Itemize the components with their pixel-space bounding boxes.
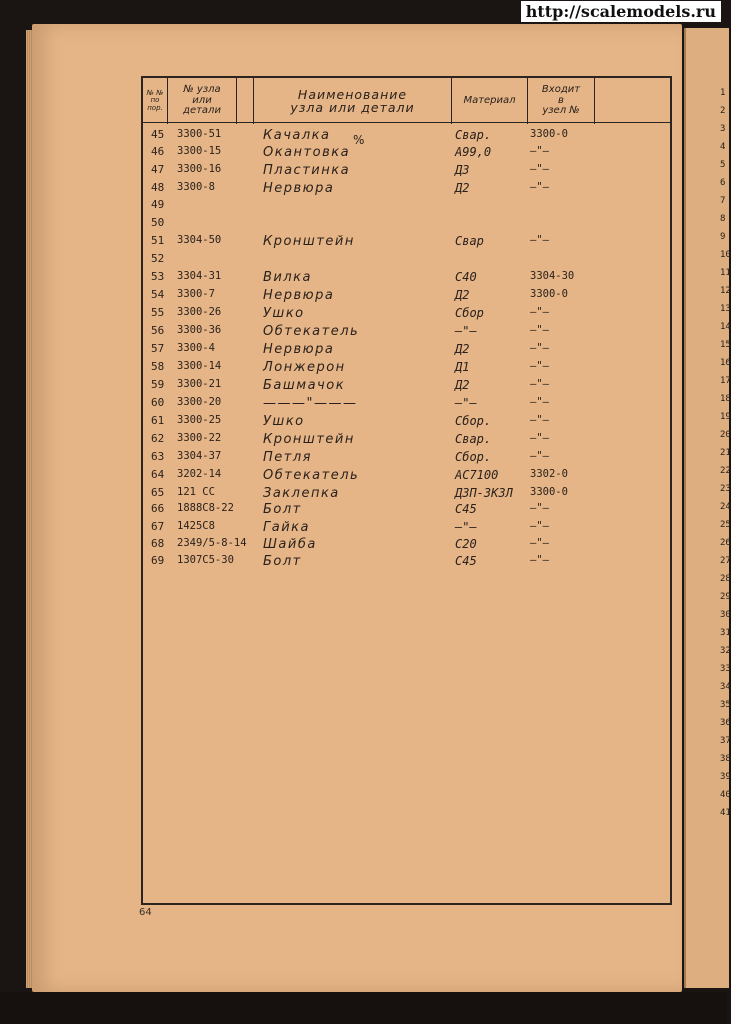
part-name: Нервюра <box>263 181 335 196</box>
bottom-shadow <box>0 992 727 1024</box>
next-page-fragment: 15 <box>720 340 731 350</box>
next-page-fragment: 32 <box>720 646 731 656</box>
table-row <box>143 198 670 214</box>
table-row <box>143 450 670 466</box>
part-number: 3300-8 <box>177 181 215 193</box>
assembly-number: —"— <box>530 502 549 514</box>
next-page-fragment: 17 <box>720 376 731 386</box>
assembly-number: 3300-0 <box>530 128 568 140</box>
next-page-fragment: 33 <box>720 664 731 674</box>
part-number: 3300-16 <box>177 163 222 175</box>
material: С40 <box>455 270 477 284</box>
header-part-number: № узла или детали <box>183 84 221 117</box>
assembly-number: 3300-0 <box>530 486 568 498</box>
next-page-fragment: 23 <box>720 484 731 494</box>
row-number: 50 <box>151 216 165 229</box>
table-row <box>143 342 670 358</box>
part-name: Гайка <box>263 520 310 535</box>
part-name: Кронштейн <box>263 234 355 249</box>
row-number: 63 <box>151 450 165 463</box>
part-name: Заклепка <box>263 486 340 501</box>
parts-table <box>141 76 672 905</box>
table-row <box>143 486 670 502</box>
table-row <box>143 432 670 448</box>
row-number: 54 <box>151 288 165 301</box>
table-row <box>143 360 670 376</box>
assembly-number: —"— <box>530 324 549 336</box>
part-number: 3300-14 <box>177 360 222 372</box>
material: —"— <box>455 520 477 534</box>
next-page-fragment: 7 <box>720 196 726 206</box>
table-row <box>143 234 670 250</box>
table-row <box>143 554 670 570</box>
next-page-fragment: 18 <box>720 394 731 404</box>
next-page-fragment: 37 <box>720 736 731 746</box>
part-name: Петля <box>263 450 312 465</box>
part-number: 3300-21 <box>177 378 222 390</box>
table-row <box>143 324 670 340</box>
next-page-fragment: 12 <box>720 286 731 296</box>
row-number: 49 <box>151 198 165 211</box>
table-row <box>143 252 670 268</box>
material: Д2 <box>455 342 470 356</box>
part-number: 3304-50 <box>177 234 222 246</box>
material: Д1 <box>455 360 470 374</box>
table-row <box>143 270 670 286</box>
part-name: Болт <box>263 554 302 569</box>
material: Д2 <box>455 378 470 392</box>
material: Д3П-3К3Л <box>455 486 513 500</box>
row-number: 65 <box>151 486 165 499</box>
next-page-fragment: 16 <box>720 358 731 368</box>
assembly-number: —"— <box>530 537 549 549</box>
row-number: 47 <box>151 163 165 176</box>
part-name: ———"——— <box>263 396 358 411</box>
row-number: 56 <box>151 324 165 337</box>
assembly-number: —"— <box>530 378 549 390</box>
header-material: Материал <box>463 94 516 106</box>
part-name: Пластинка <box>263 163 351 178</box>
material: Свар. <box>455 128 492 142</box>
row-number: 64 <box>151 468 165 481</box>
row-number: 55 <box>151 306 165 319</box>
assembly-number: —"— <box>530 342 549 354</box>
material: Д2 <box>455 181 470 195</box>
next-page-fragment: 31 <box>720 628 731 638</box>
table-row <box>143 502 670 518</box>
next-page-fragment: 36 <box>720 718 731 728</box>
assembly-number: 3302-0 <box>530 468 568 480</box>
header-bottom-line <box>143 122 670 123</box>
row-number: 58 <box>151 360 165 373</box>
part-number: 3300-25 <box>177 414 222 426</box>
part-name: Ушко <box>263 414 305 429</box>
table-row <box>143 128 670 144</box>
part-number: 3300-26 <box>177 306 222 318</box>
assembly-number: —"— <box>530 554 549 566</box>
part-number: 2349/5-8-14 <box>177 537 247 549</box>
next-page-fragment: 21 <box>720 448 731 458</box>
assembly-number: —"— <box>530 181 549 193</box>
next-page-fragment: 38 <box>720 754 731 764</box>
next-page-fragment: 4 <box>720 142 726 152</box>
next-page-fragment: 26 <box>720 538 731 548</box>
part-name: Болт <box>263 502 302 517</box>
part-name: Нервюра <box>263 342 335 357</box>
assembly-number: —"— <box>530 396 549 408</box>
assembly-number: —"— <box>530 432 549 444</box>
next-page-fragment: 39 <box>720 772 731 782</box>
row-number: 48 <box>151 181 165 194</box>
header-assembly: Входит в узел № <box>541 84 581 117</box>
assembly-number: —"— <box>530 163 549 175</box>
next-page-fragment: 25 <box>720 520 731 530</box>
row-number: 57 <box>151 342 165 355</box>
table-row <box>143 181 670 197</box>
header-name: Наименование узла или детали <box>290 86 415 115</box>
material: Свар. <box>455 432 492 446</box>
part-number: 3300-20 <box>177 396 222 408</box>
part-name: Вилка <box>263 270 312 285</box>
part-number: 3300-15 <box>177 145 222 157</box>
row-number: 62 <box>151 432 165 445</box>
row-number: 67 <box>151 520 165 533</box>
next-page-fragment: 22 <box>720 466 731 476</box>
next-page-fragment: 40 <box>720 790 731 800</box>
row-number: 52 <box>151 252 165 265</box>
part-name: Окантовка <box>263 145 351 160</box>
part-number: 3300-22 <box>177 432 222 444</box>
part-number: 1425С8 <box>177 520 215 532</box>
next-page-fragment: 11 <box>720 268 731 278</box>
assembly-number: 3304-30 <box>530 270 575 282</box>
header-divider <box>594 78 595 124</box>
material: —"— <box>455 396 477 410</box>
material: С45 <box>455 554 477 568</box>
table-row <box>143 396 670 412</box>
material: Свар <box>455 234 484 248</box>
document-page <box>32 24 682 992</box>
page-number: 64 <box>139 907 152 918</box>
next-page-fragment: 29 <box>720 592 731 602</box>
next-page-fragment: 28 <box>720 574 731 584</box>
material: С20 <box>455 537 477 551</box>
row-number: 61 <box>151 414 165 427</box>
material: Д2 <box>455 288 470 302</box>
row-number: 60 <box>151 396 165 409</box>
table-row <box>143 537 670 553</box>
next-page-fragment: 8 <box>720 214 726 224</box>
next-page-fragment: 19 <box>720 412 731 422</box>
material: Сбор <box>455 306 484 320</box>
assembly-number: —"— <box>530 234 549 246</box>
header-pos: № № по пор. <box>146 88 164 112</box>
next-page-fragment: 24 <box>720 502 731 512</box>
next-page-fragment: 9 <box>720 232 726 242</box>
assembly-number: —"— <box>530 306 549 318</box>
part-number: 121 СС <box>177 486 215 498</box>
material: Сбор. <box>455 450 492 464</box>
part-number: 3304-31 <box>177 270 222 282</box>
assembly-number: —"— <box>530 360 549 372</box>
assembly-number: —"— <box>530 414 549 426</box>
percent-mark: % <box>353 133 365 147</box>
part-number: 3202-14 <box>177 468 222 480</box>
part-name: Шайба <box>263 537 317 552</box>
next-page-fragment: 5 <box>720 160 726 170</box>
next-page-fragment: 10 <box>720 250 731 260</box>
next-page-fragment: 30 <box>720 610 731 620</box>
next-page-fragment: 34 <box>720 682 731 692</box>
part-name: Качалка <box>263 128 331 143</box>
part-name: Обтекатель <box>263 324 360 339</box>
table-row <box>143 145 670 161</box>
row-number: 69 <box>151 554 165 567</box>
material: —"— <box>455 324 477 338</box>
part-number: 3300-36 <box>177 324 222 336</box>
row-number: 53 <box>151 270 165 283</box>
part-name: Обтекатель <box>263 468 360 483</box>
part-name: Башмачок <box>263 378 346 393</box>
table-row <box>143 414 670 430</box>
next-page-fragment: 20 <box>720 430 731 440</box>
row-number: 59 <box>151 378 165 391</box>
part-number: 1307С5-30 <box>177 554 234 566</box>
part-number: 3304-37 <box>177 450 222 462</box>
assembly-number: —"— <box>530 145 549 157</box>
watermark: http://scalemodels.ru <box>521 1 721 22</box>
row-number: 46 <box>151 145 165 158</box>
next-page-fragment: 3 <box>720 124 726 134</box>
row-number: 68 <box>151 537 165 550</box>
next-page-edge <box>684 28 729 988</box>
part-name: Нервюра <box>263 288 335 303</box>
next-page-fragment: 6 <box>720 178 726 188</box>
assembly-number: —"— <box>530 520 549 532</box>
part-name: Кронштейн <box>263 432 355 447</box>
next-page-fragment: 14 <box>720 322 731 332</box>
part-name: Ушко <box>263 306 305 321</box>
table-row <box>143 468 670 484</box>
next-page-fragment: 35 <box>720 700 731 710</box>
next-page-fragment: 1 <box>720 88 726 98</box>
next-page-fragment: 27 <box>720 556 731 566</box>
header-divider <box>236 78 237 124</box>
table-row <box>143 163 670 179</box>
row-number: 51 <box>151 234 165 247</box>
table-row <box>143 378 670 394</box>
material: Сбор. <box>455 414 492 428</box>
next-page-fragment: 2 <box>720 106 726 116</box>
assembly-number: 3300-0 <box>530 288 568 300</box>
table-row <box>143 288 670 304</box>
next-page-fragment: 41 <box>720 808 731 818</box>
material: А99,0 <box>455 145 492 159</box>
material: АС7100 <box>455 468 499 482</box>
part-number: 3300-51 <box>177 128 222 140</box>
table-row <box>143 306 670 322</box>
part-number: 3300-4 <box>177 342 215 354</box>
material: С45 <box>455 502 477 516</box>
assembly-number: —"— <box>530 450 549 462</box>
next-page-fragment: 13 <box>720 304 731 314</box>
row-number: 45 <box>151 128 165 141</box>
material: Д3 <box>455 163 470 177</box>
part-number: 3300-7 <box>177 288 215 300</box>
table-row <box>143 216 670 232</box>
part-number: 1888С8-22 <box>177 502 234 514</box>
row-number: 66 <box>151 502 165 515</box>
table-row <box>143 520 670 536</box>
part-name: Лонжерон <box>263 360 346 375</box>
